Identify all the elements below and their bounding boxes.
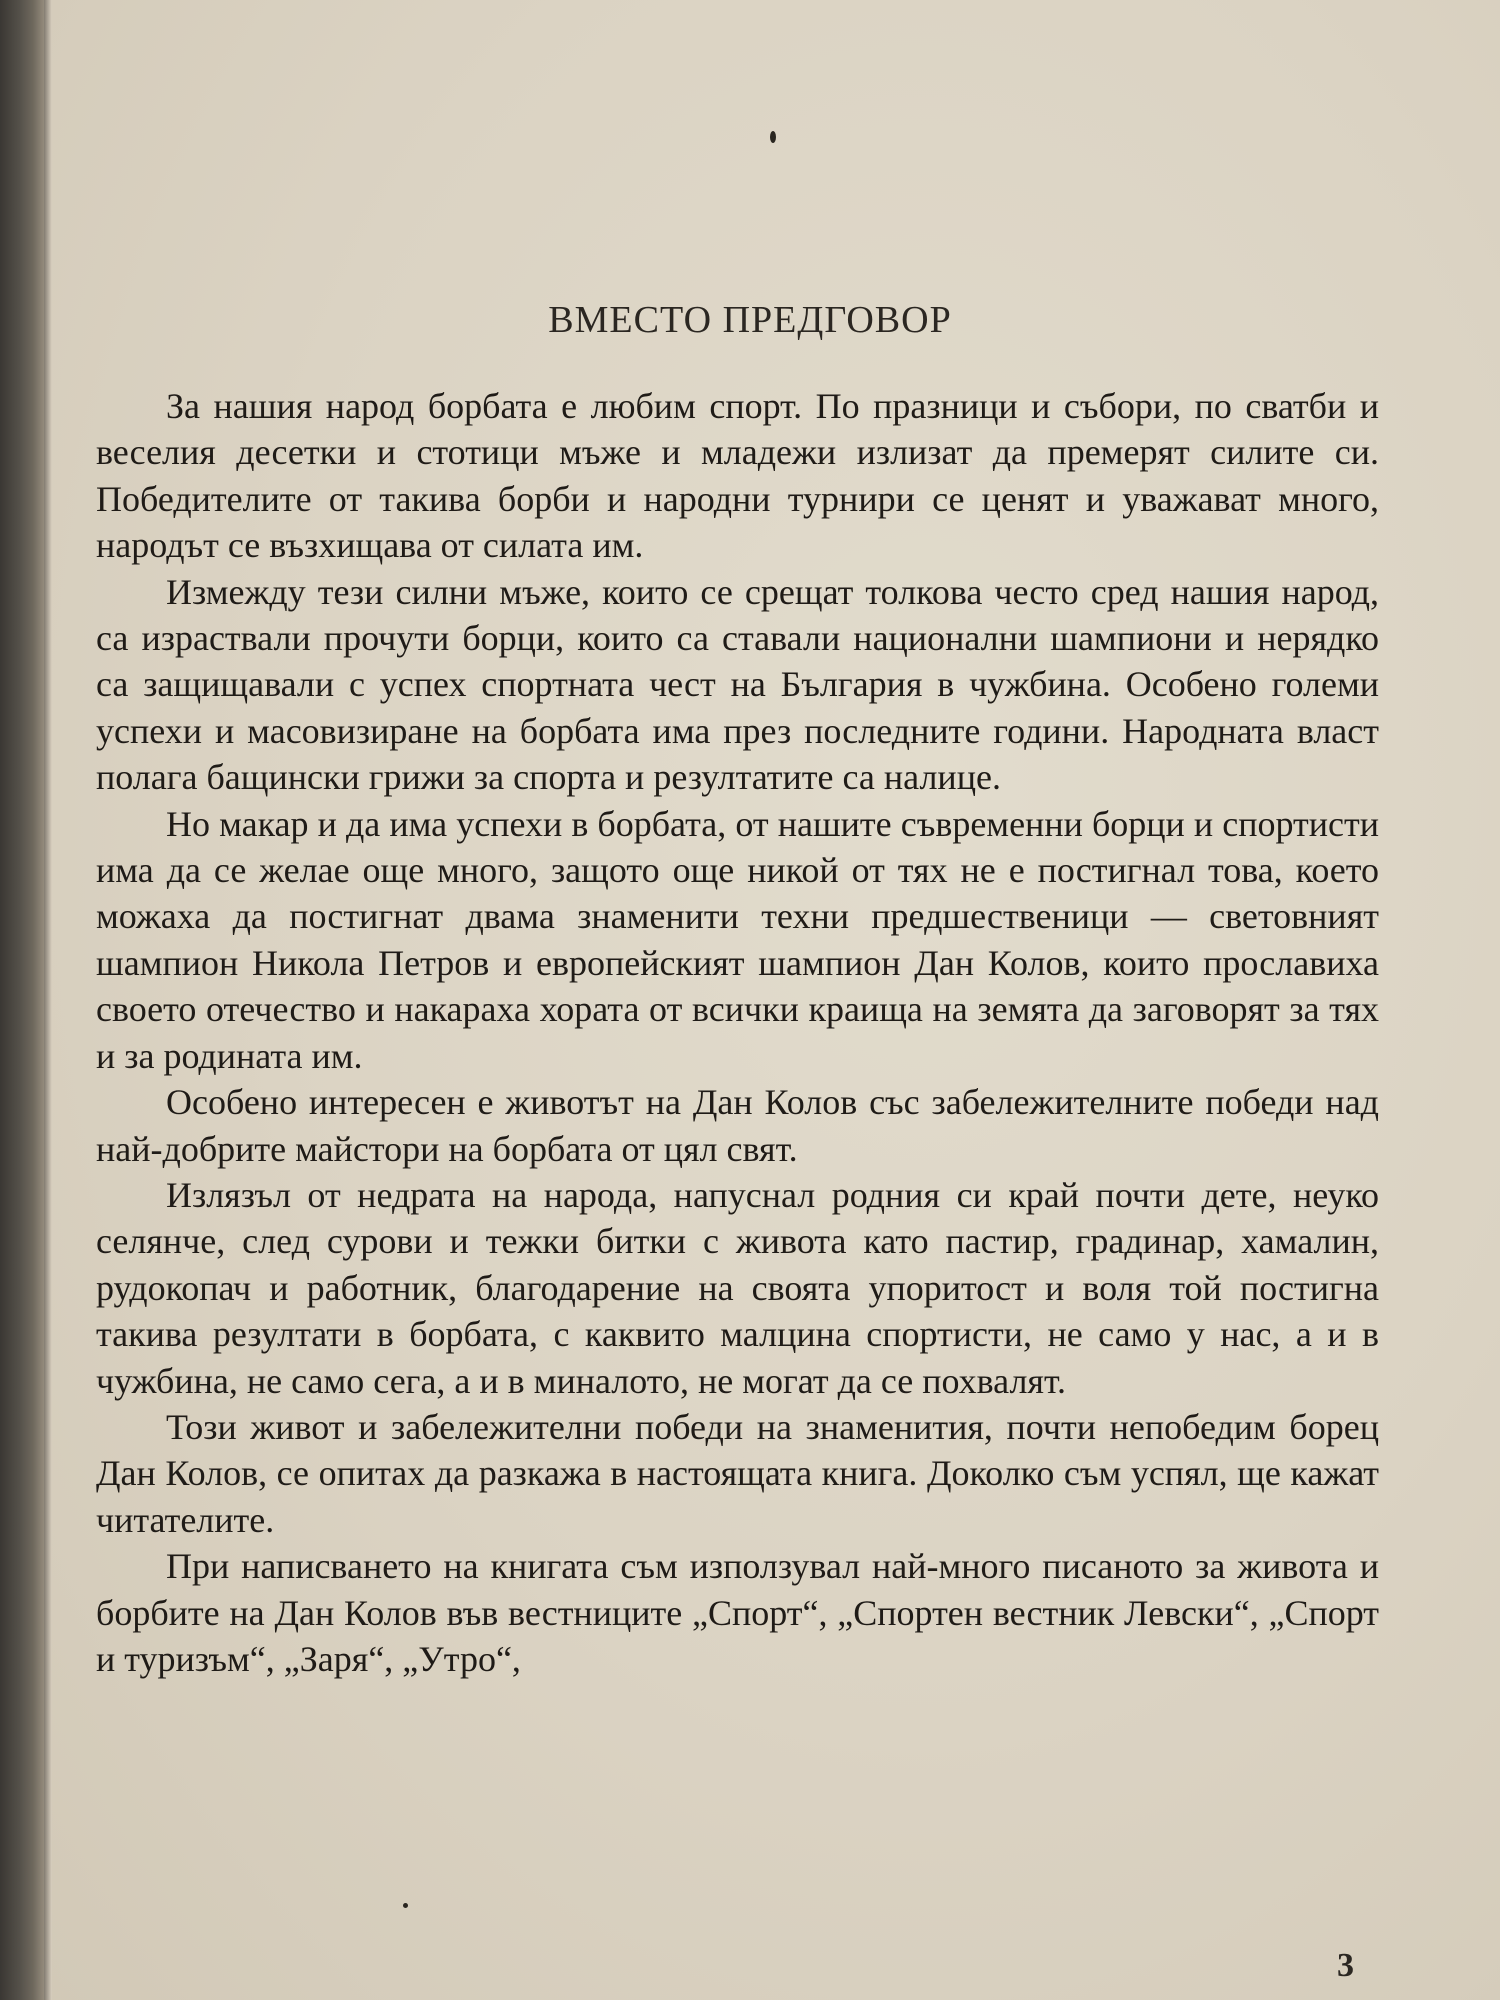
page-number: 3: [1337, 1947, 1354, 1984]
paragraph: Този живот и забележителни победи на знаменития, почти непобедим борец Дан Колов, се опитах да разкажа в настоящата книга. Доколко съм успял, ще кажат читателите.: [96, 1406, 1379, 1540]
paragraph: Но макар и да има успехи в борбата, от нашите съвременни борци и спортисти има да се желае още много, защото още никой от тях не е постигнал това, което можаха да постигнат двама знаменити техни предшественици — световният шампион Никола Петров и европейският шампион Дан Колов, които прославиха своето отечество и накараха хората от всички краища на земята да заговорят за тях и за родината им.: [96, 803, 1379, 1076]
paragraph: За нашия народ борбата е любим спорт. По празници и събори, по сватби и веселия десетки и стотици мъже и младежи излизат да премерят силите си. Победителите от такива борби и народни турнири се ценят и уважават много, народът се възхищава от силата им.: [96, 386, 1379, 566]
page-title: ВМЕСТО ПРЕДГОВОР: [548, 299, 952, 341]
paragraph: Излязъл от недрата на народа, напуснал родния си край почти дете, неуко селянче, след сурови и тежки битки с живота като пастир, градинар, хамалин, рудокопач и работник, благодарение на своята упоритост и воля той постигна такива резултати в борбата, с каквито малцина спортисти, не само у нас, а и в чужбина, не само сега, а и в миналото, не могат да се похвалят.: [96, 1174, 1379, 1401]
paragraph: Измежду тези силни мъже, които се срещат толкова често сред нашия народ, са израствали прочути борци, които са ставали национални шампиони и нерядко са защищавали с успех спортната чест на България в чужбина. Особено големи успехи и масовизиране на борбата има през последните години. Народната власт полага бащински грижи за спорта и резултатите са налице.: [96, 571, 1379, 798]
ink-speck: [403, 1903, 408, 1908]
body-text: [96, 383, 1379, 1682]
paragraph: Особено интересен е животът на Дан Колов със забележителните победи над най-добрите майстори на борбата от цял свят.: [96, 1082, 1379, 1169]
paragraph: При написването на книгата съм използувал най-много писаното за живота и борбите на Дан Колов във вестниците „Спорт“, „Спортен вестник Левски“, „Спорт и туризъм“, „Заря“, „Утро“,: [96, 1546, 1379, 1679]
ink-speck: [770, 131, 776, 143]
